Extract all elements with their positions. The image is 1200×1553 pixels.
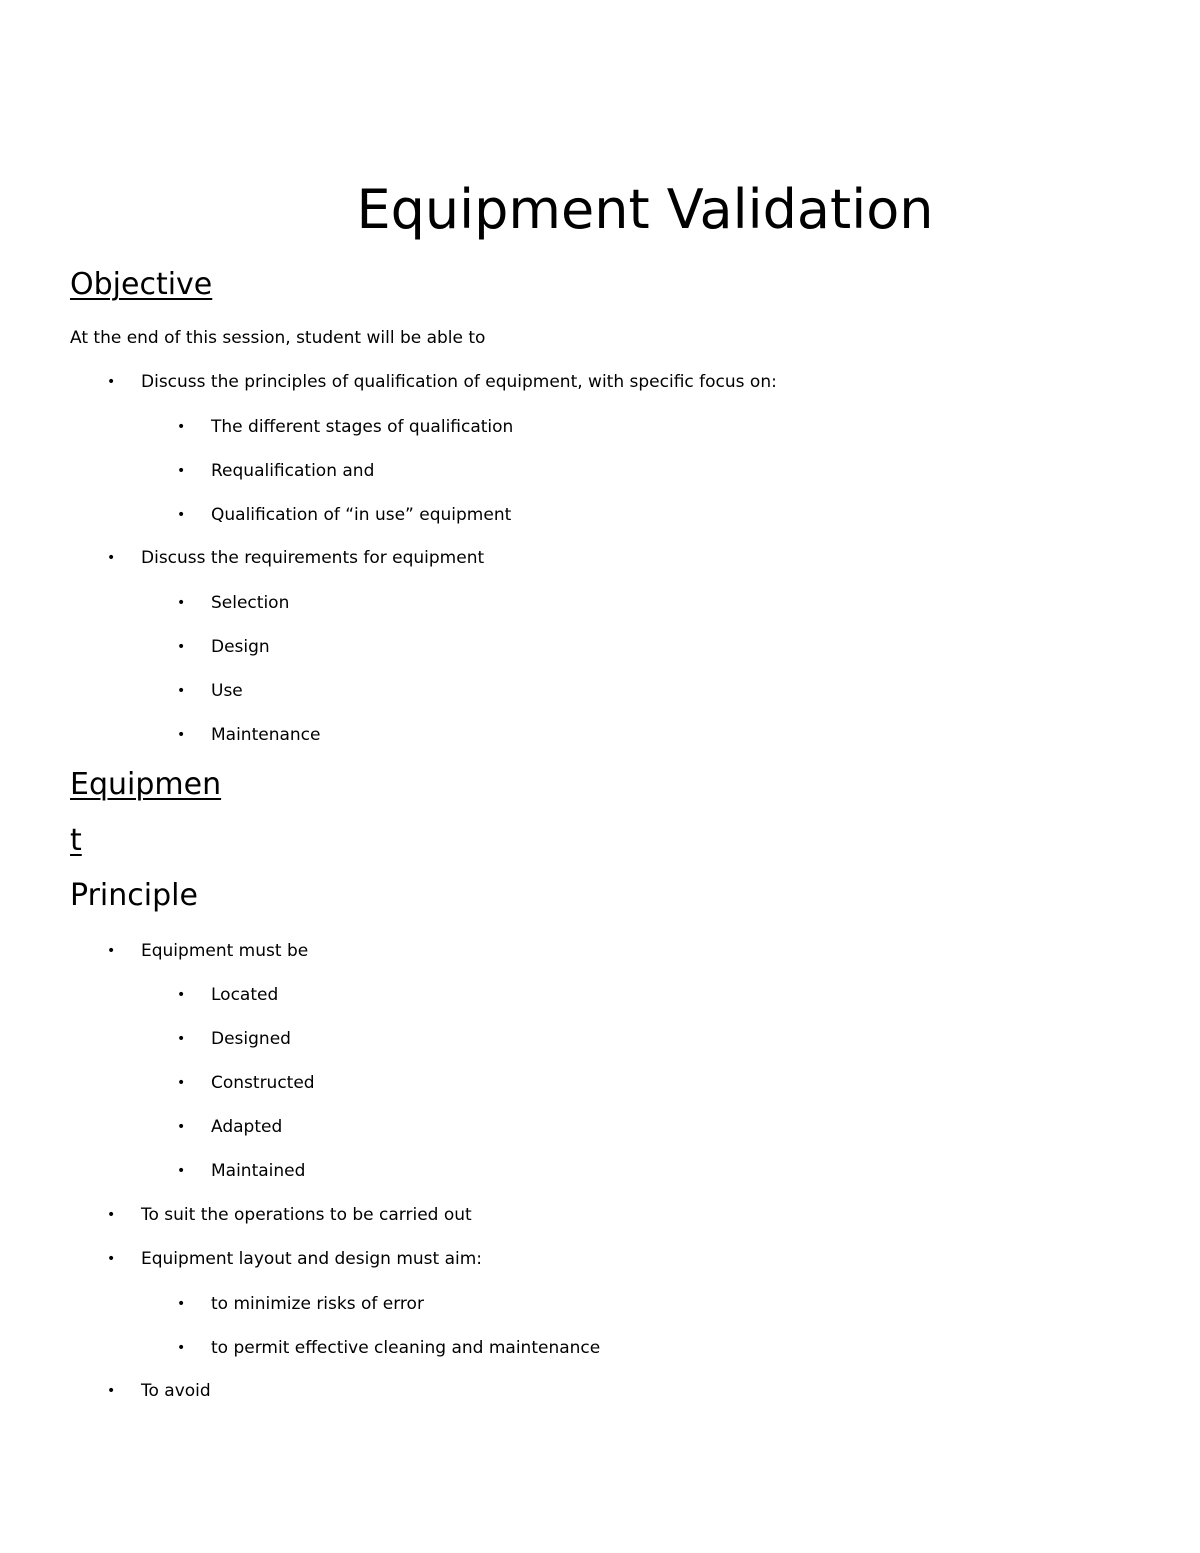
principle-heading: Principle (70, 878, 198, 913)
list-item-text: Discuss the principles of qualification of equipment, with specific focus on: (141, 372, 777, 392)
list-item-text: Located (211, 985, 279, 1005)
list-item-text: Selection (211, 593, 290, 613)
objective-intro: At the end of this session, student will be able to (70, 328, 486, 348)
list-item (177, 591, 290, 615)
equipment-heading-line1: Equipmen (70, 767, 222, 802)
bullet-icon: • (177, 683, 186, 699)
list-item-text: To avoid (141, 1381, 211, 1401)
list-item-text: Design (211, 637, 270, 657)
list-item-text: Maintained (211, 1161, 306, 1181)
bullet-icon: • (177, 639, 186, 655)
list-item-text: Designed (211, 1029, 291, 1049)
bullet-icon: • (107, 550, 116, 566)
document-title: Equipment Validation (356, 178, 934, 241)
list-item (177, 415, 514, 439)
bullet-icon: • (177, 727, 186, 743)
bullet-icon: • (107, 1251, 116, 1267)
list-item-text: The different stages of qualification (211, 417, 514, 437)
list-item (177, 459, 375, 483)
bullet-icon: • (177, 1031, 186, 1047)
bullet-icon: • (177, 1340, 186, 1356)
list-item (177, 1115, 283, 1139)
list-item-text: Equipment layout and design must aim: (141, 1249, 483, 1269)
bullet-icon: • (177, 1119, 186, 1135)
bullet-icon: • (177, 1163, 186, 1179)
list-item-text: Adapted (211, 1117, 283, 1137)
list-item (177, 1159, 306, 1183)
list-item-text: Discuss the requirements for equipment (141, 548, 485, 568)
list-item-text: Use (211, 681, 243, 701)
list-item (177, 503, 512, 527)
bullet-icon: • (107, 374, 116, 390)
objective-heading: Objective (70, 267, 213, 302)
list-item-text: Requalification and (211, 461, 375, 481)
bullet-icon: • (177, 595, 186, 611)
list-item-text: Equipment must be (141, 941, 309, 961)
list-item (177, 723, 321, 747)
list-item (177, 679, 243, 703)
list-item (107, 1247, 483, 1271)
list-item (177, 1027, 291, 1051)
bullet-icon: • (107, 1383, 116, 1399)
list-item-text: Constructed (211, 1073, 315, 1093)
list-item (107, 1379, 211, 1403)
list-item (177, 1292, 424, 1316)
bullet-icon: • (177, 987, 186, 1003)
list-item-text: To suit the operations to be carried out (141, 1205, 472, 1225)
bullet-icon: • (177, 1075, 186, 1091)
list-item (107, 370, 777, 394)
list-item (177, 983, 279, 1007)
list-item-text: to minimize risks of error (211, 1294, 424, 1314)
bullet-icon: • (177, 507, 186, 523)
equipment-heading-line2: t (70, 823, 82, 858)
list-item-text: Qualification of “in use” equipment (211, 505, 512, 525)
list-item-text: Maintenance (211, 725, 321, 745)
bullet-icon: • (177, 419, 186, 435)
bullet-icon: • (177, 463, 186, 479)
bullet-icon: • (107, 1207, 116, 1223)
list-item (177, 1336, 601, 1360)
bullet-icon: • (177, 1296, 186, 1312)
list-item (177, 1071, 315, 1095)
list-item (177, 635, 270, 659)
list-item (107, 546, 485, 570)
list-item-text: to permit effective cleaning and maintenance (211, 1338, 601, 1358)
list-item (107, 939, 309, 963)
list-item (107, 1203, 472, 1227)
bullet-icon: • (107, 943, 116, 959)
